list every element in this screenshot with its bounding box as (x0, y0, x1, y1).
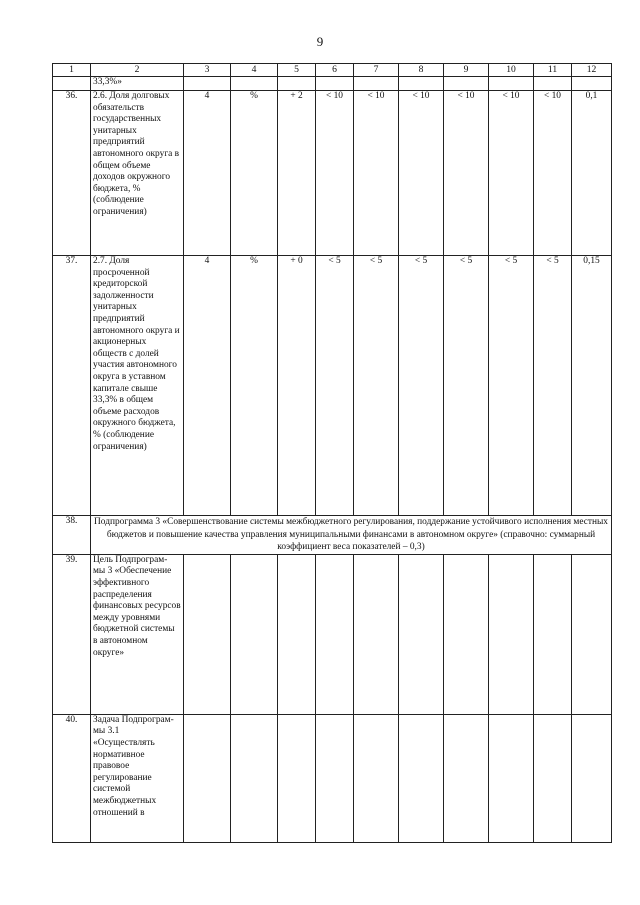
column-number-row (53, 64, 612, 77)
cell-value: < 10 (399, 91, 444, 256)
column-header: 6 (316, 64, 354, 77)
cell-value: < 5 (534, 256, 572, 516)
page-number: 9 (316, 34, 324, 49)
cell-value: < 5 (316, 256, 354, 516)
cell-value: < 5 (399, 256, 444, 516)
column-header: 1 (53, 64, 91, 77)
column-header: 11 (534, 64, 572, 77)
goal-name: Цель Подпрограм- мы 3 «Обеспечение эффективного распределения финансовых ресурсов между уровнями бюджетной системы в автономном округе» (91, 554, 184, 714)
cell-value: < 10 (316, 91, 354, 256)
task-name: Задача Подпрограм- мы 3.1 «Осуществлять нормативное правовое регулирование системой межбюджетных отношений в (91, 714, 184, 842)
continuation-text: 33,3%» (91, 77, 184, 91)
cell-value: 4 (184, 256, 231, 516)
cell-weight: 0,1 (572, 91, 612, 256)
column-header: 12 (572, 64, 612, 77)
indicator-name: 2.6. Доля долговых обязательств государственных унитарных предприятий автономного округа в общем объеме доходов окружного бюджета, % (соблюдение ограничения) (91, 91, 184, 256)
column-header: 4 (231, 64, 278, 77)
cell-value: + 2 (278, 91, 316, 256)
continuation-row (53, 77, 612, 91)
row-number: 37. (53, 256, 91, 516)
column-header: 10 (489, 64, 534, 77)
cell-unit: % (231, 256, 278, 516)
cell-unit: % (231, 91, 278, 256)
row-number: 38. (53, 516, 91, 555)
cell-value: 4 (184, 91, 231, 256)
table-row (53, 256, 612, 516)
table-row (53, 554, 612, 714)
column-header: 3 (184, 64, 231, 77)
column-header: 2 (91, 64, 184, 77)
cell-value: < 5 (444, 256, 489, 516)
table-row (53, 714, 612, 842)
cell-value: < 10 (489, 91, 534, 256)
table-row (53, 91, 612, 256)
cell-value: < 5 (489, 256, 534, 516)
column-header: 8 (399, 64, 444, 77)
row-number: 36. (53, 91, 91, 256)
column-header: 7 (354, 64, 399, 77)
cell-value: + 0 (278, 256, 316, 516)
indicators-table (52, 63, 612, 843)
subprogram-row (53, 516, 612, 555)
indicator-name: 2.7. Доля просроченной кредиторской задолженности унитарных предприятий автономного округа и акционерных обществ с долей участия автономного округа в уставном капитале свыше 33,3% в общем объеме расходов окружного бюджета, % (соблюдение ограничения) (91, 256, 184, 516)
cell-value: < 10 (534, 91, 572, 256)
cell-value: < 10 (444, 91, 489, 256)
row-number: 39. (53, 554, 91, 714)
row-number: 40. (53, 714, 91, 842)
column-header: 5 (278, 64, 316, 77)
column-header: 9 (444, 64, 489, 77)
cell-value: < 5 (354, 256, 399, 516)
cell-weight: 0,15 (572, 256, 612, 516)
cell-value: < 10 (354, 91, 399, 256)
subprogram-title: Подпрограмма 3 «Совершенствование системы межбюджетного регулирования, поддержание устойчивого исполнения местных бюджетов и повышение качества управления муниципальными финансами в автономном округе» (справочно: суммарный коэффициент веса показателей – 0,3) (91, 516, 612, 555)
